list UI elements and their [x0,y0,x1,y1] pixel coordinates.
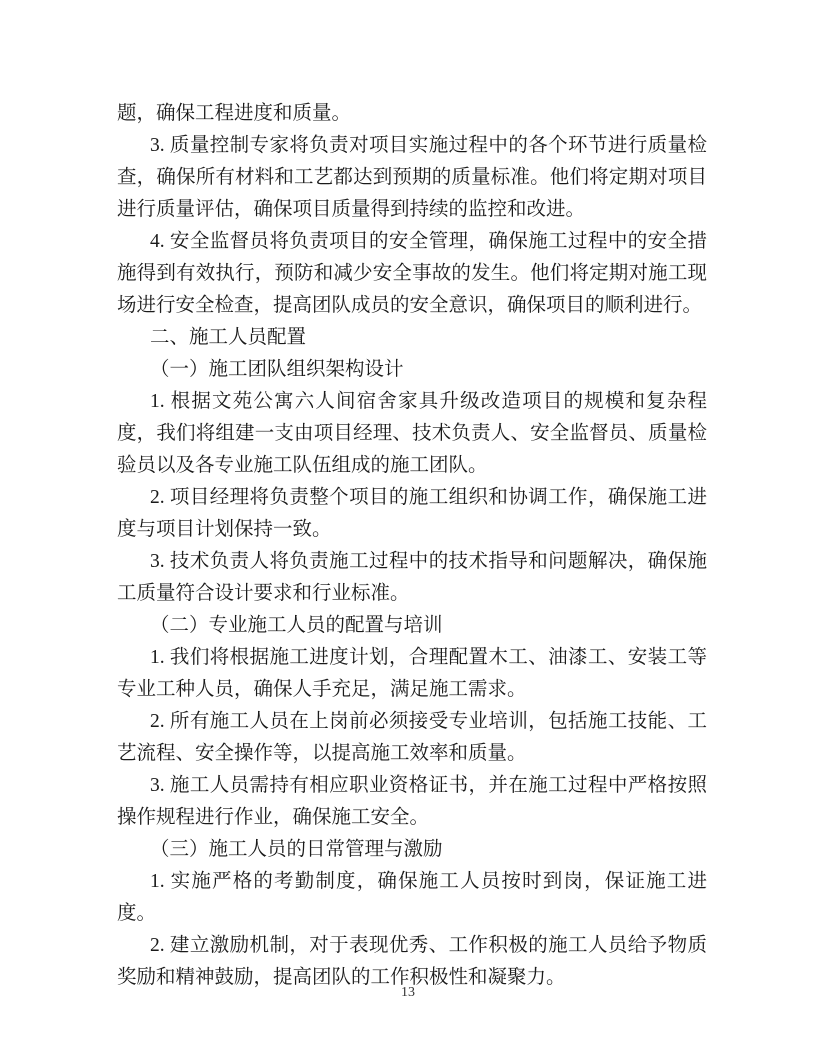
subsection-heading: （三）施工人员的日常管理与激励 [150,839,443,860]
paragraph-numbered-item: 1. 实施严格的考勤制度，确保施工人员按时到岗，保证施工进度。 [117,871,707,924]
paragraph-numbered-item: 2. 所有施工人员在上岗前必须接受专业培训，包括施工技能、工艺流程、安全操作等，以提高施工效率和质量。 [117,711,707,764]
page-number: 13 [401,985,415,1000]
paragraph-continuation: 题，确保工程进度和质量。 [117,103,352,124]
paragraph-numbered-item: 3. 施工人员需持有相应职业资格证书，并在施工过程中严格按照操作规程进行作业，确保施工安全。 [117,775,707,828]
paragraph-numbered-item: 2. 项目经理将负责整个项目的施工组织和协调工作，确保施工进度与项目计划保持一致。 [117,487,707,540]
document-body [117,98,707,994]
paragraph-numbered-item: 3. 技术负责人将负责施工过程中的技术指导和问题解决，确保施工质量符合设计要求和行业标准。 [117,551,707,604]
paragraph-numbered-item: 1. 根据文苑公寓六人间宿舍家具升级改造项目的规模和复杂程度，我们将组建一支由项目经理、技术负责人、安全监督员、质量检验员以及各专业施工队伍组成的施工团队。 [117,391,707,476]
paragraph-numbered-item: 3. 质量控制专家将负责对项目实施过程中的各个环节进行质量检查，确保所有材料和工艺都达到预期的质量标准。他们将定期对项目进行质量评估，确保项目质量得到持续的监控和改进。 [117,135,707,220]
paragraph-numbered-item: 4. 安全监督员将负责项目的安全管理，确保施工过程中的安全措施得到有效执行，预防和减少安全事故的发生。他们将定期对施工现场进行安全检查，提高团队成员的安全意识，确保项目的顺利进行。 [117,231,707,316]
subsection-heading: （二）专业施工人员的配置与培训 [150,615,443,636]
paragraph-numbered-item: 2. 建立激励机制，对于表现优秀、工作积极的施工人员给予物质奖励和精神鼓励，提高团队的工作积极性和凝聚力。 [117,935,707,988]
section-heading: 二、施工人员配置 [150,327,307,348]
subsection-heading: （一）施工团队组织架构设计 [150,359,404,380]
paragraph-numbered-item: 1. 我们将根据施工进度计划，合理配置木工、油漆工、安装工等专业工种人员，确保人手充足，满足施工需求。 [117,647,707,700]
